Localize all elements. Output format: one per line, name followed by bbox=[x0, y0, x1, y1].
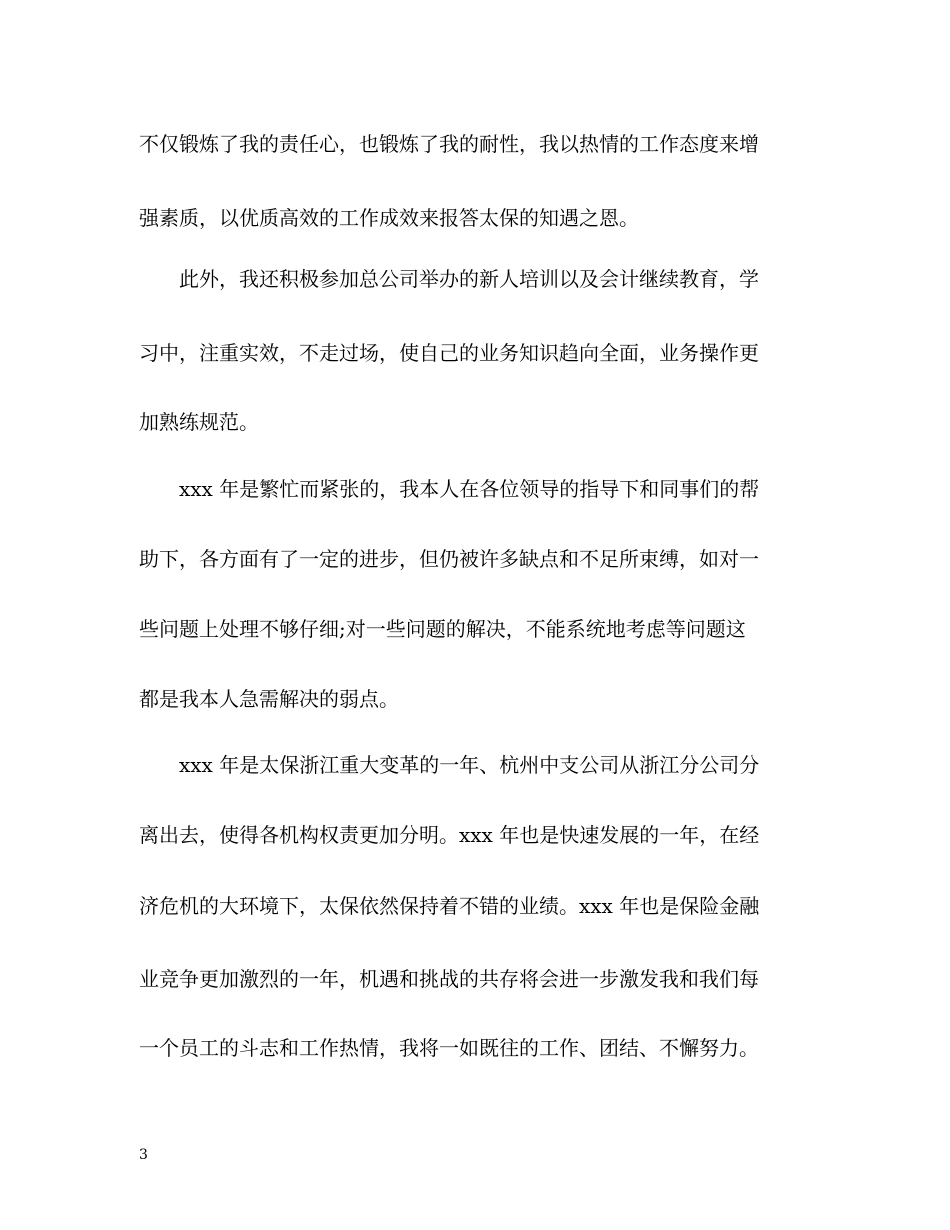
text-line: xxx 年是繁忙而紧张的，我本人在各位领导的指导下和同事们的帮 bbox=[139, 477, 760, 501]
text-line: 济危机的大环境下，太保依然保持着不错的业绩。xxx 年也是保险金融 bbox=[139, 894, 760, 918]
text-line: 此外，我还积极参加总公司举办的新人培训以及会计继续教育，学 bbox=[139, 267, 759, 291]
text-line: 一个员工的斗志和工作热情，我将一如既往的工作、团结、不懈努力。 bbox=[139, 1036, 759, 1060]
page-number: 3 bbox=[139, 1147, 148, 1163]
text-line: 不仅锻炼了我的责任心，也锻炼了我的耐性，我以热情的工作态度来增 bbox=[139, 132, 759, 156]
text-line: 助下，各方面有了一定的进步，但仍被许多缺点和不足所束缚，如对一 bbox=[139, 547, 759, 571]
text-line: 习中，注重实效，不走过场，使自己的业务知识趋向全面，业务操作更 bbox=[139, 341, 759, 365]
text-line: 些问题上处理不够仔细;对一些问题的解决，不能系统地考虑等问题这 bbox=[139, 617, 746, 641]
text-line: 强素质，以优质高效的工作成效来报答太保的知遇之恩。 bbox=[139, 206, 639, 230]
text-line: xxx 年是太保浙江重大变革的一年、杭州中支公司从浙江分公司分 bbox=[139, 753, 760, 777]
text-line: 业竞争更加激烈的一年，机遇和挑战的共存将会进一步激发我和我们每 bbox=[139, 967, 759, 991]
text-line: 离出去，使得各机构权责更加分明。xxx 年也是快速发展的一年，在经 bbox=[139, 823, 760, 847]
text-line: 都是我本人急需解决的弱点。 bbox=[139, 687, 399, 711]
text-line: 加熟练规范。 bbox=[139, 410, 259, 434]
